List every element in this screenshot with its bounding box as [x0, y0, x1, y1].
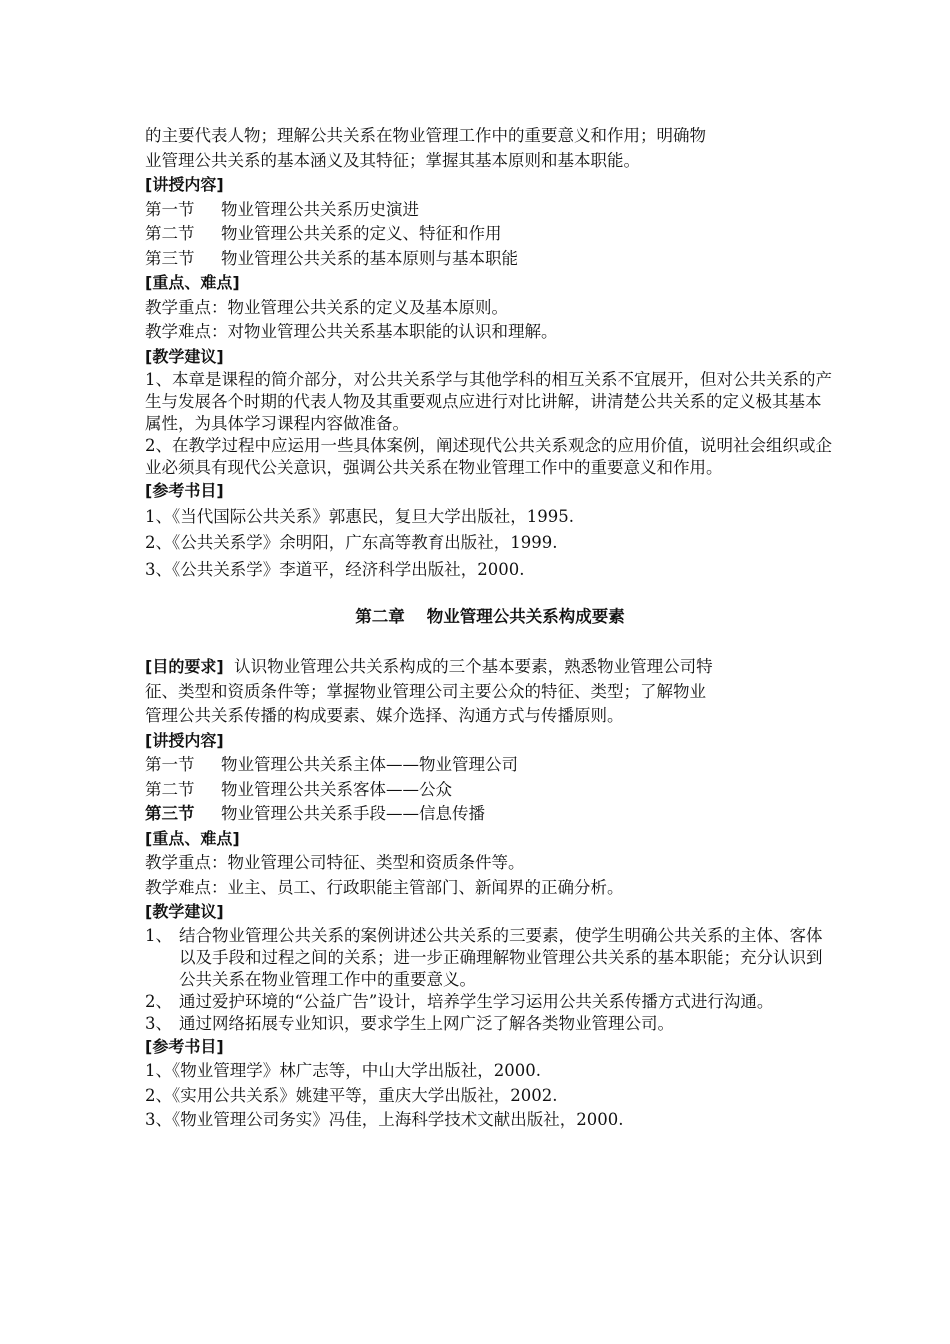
chapter-2-title — [145, 605, 835, 629]
section-title: 物业管理公共关系主体——物业管理公司 — [221, 755, 518, 774]
document-body — [145, 124, 835, 1133]
ch2-advice-1 — [145, 925, 835, 991]
ch2-difficult-point: 教学难点：业主、员工、行政职能主管部门、新闻界的正确分析。 — [145, 877, 624, 897]
ch2-books-heading: [参考书目] — [145, 1036, 224, 1056]
section-number: 第三节 — [145, 248, 195, 268]
ch1-advice-2: 2、在教学过程中应运用一些具体案例，阐述现代公共关系观念的应用价值，说明社会组织或企业必须具有现代公关意识，强调公共关系在物业管理工作中的重要意义和作用。 — [145, 436, 832, 477]
ch2-section-3 — [145, 802, 835, 827]
list-number: 1、 — [145, 925, 172, 945]
ch2-goal-heading: [目的要求] — [145, 657, 224, 676]
ch2-section-1 — [145, 753, 835, 778]
ch2-key-point: 教学重点：物业管理公司特征、类型和资质条件等。 — [145, 853, 525, 872]
ch2-goal-line-3: 管理公共关系传播的构成要素、媒介选择、沟通方式与传播原则。 — [145, 706, 624, 725]
section-number: 第二节 — [145, 224, 195, 243]
ch1-intro-line-2: 业管理公共关系的基本涵义及其特征；掌握其基本原则和基本职能。 — [145, 150, 640, 170]
list-text: 结合物业管理公共关系的案例讲述公共关系的三要素，使学生明确公共关系的主体、客体以及手段和过程之间的关系；进一步正确理解物业管理公共关系的基本职能；充分认识到公共关系在物业管理工作中的重要意义。 — [179, 925, 823, 989]
section-number: 第一节 — [145, 755, 195, 774]
section-number: 第三节 — [145, 804, 195, 823]
ch1-difficult-point: 教学难点：对物业管理公共关系基本职能的认识和理解。 — [145, 322, 558, 341]
ch2-advice-heading: [教学建议] — [145, 902, 224, 921]
section-title: 物业管理公共关系的定义、特征和作用 — [221, 224, 502, 243]
ch1-section-2 — [145, 222, 835, 247]
ch2-goal-line-1 — [145, 655, 835, 680]
ch1-book-3: 3、《公共关系学》李道平，经济科学出版社，2000. — [145, 559, 525, 579]
ch1-book-2: 2、《公共关系学》余明阳，广东高等教育出版社，1999. — [145, 533, 558, 552]
ch2-advice-3 — [145, 1013, 835, 1035]
chapter-number: 第二章 — [355, 607, 405, 626]
ch2-book-3: 3、《物业管理公司务实》冯佳，上海科学技术文献出版社，2000. — [145, 1110, 624, 1129]
section-title: 物业管理公共关系客体——公众 — [221, 779, 452, 799]
ch2-book-2: 2、《实用公共关系》姚建平等，重庆大学出版社，2002. — [145, 1085, 558, 1105]
section-title: 物业管理公共关系手段——信息传播 — [221, 804, 485, 823]
list-number: 2、 — [145, 991, 172, 1011]
ch1-advice-heading: [教学建议] — [145, 346, 224, 366]
ch1-advice-1: 1、本章是课程的简介部分，对公共关系学与其他学科的相互关系不宜展开，但对公共关系的产生与发展各个时期的代表人物及其重要观点应进行对比讲解，讲清楚公共关系的定义极其基本属性，为具体学习课程内容做准备。 — [145, 370, 832, 433]
ch2-book-1: 1、《物业管理学》林广志等，中山大学出版社，2000. — [145, 1061, 541, 1080]
chapter-title-text: 物业管理公共关系构成要素 — [426, 607, 625, 626]
section-title: 物业管理公共关系历史演进 — [221, 199, 419, 219]
ch1-section-1 — [145, 198, 835, 223]
ch1-lecture-heading: [讲授内容] — [145, 175, 224, 194]
list-number: 3、 — [145, 1013, 172, 1033]
section-title: 物业管理公共关系的基本原则与基本职能 — [221, 248, 518, 268]
ch2-section-2 — [145, 778, 835, 803]
ch1-key-heading: [重点、难点] — [145, 273, 240, 292]
section-number: 第一节 — [145, 199, 195, 219]
ch2-lecture-heading: [讲授内容] — [145, 730, 224, 750]
section-number: 第二节 — [145, 779, 195, 799]
ch1-intro-line-1: 的主要代表人物；理解公共关系在物业管理工作中的重要意义和作用；明确物 — [145, 126, 706, 145]
ch2-key-heading: [重点、难点] — [145, 828, 240, 848]
ch1-section-3 — [145, 247, 835, 272]
ch1-book-1: 1、《当代国际公共关系》郭惠民，复旦大学出版社，1995. — [145, 506, 574, 526]
ch1-books-heading: [参考书目] — [145, 481, 224, 500]
ch2-goal-line-2: 征、类型和资质条件等；掌握物业管理公司主要公众的特征、类型；了解物业 — [145, 681, 706, 701]
list-text: 通过网络拓展专业知识，要求学生上网广泛了解各类物业管理公司。 — [179, 1013, 674, 1033]
list-text: 通过爱护环境的“公益广告”设计，培养学生学习运用公共关系传播方式进行沟通。 — [179, 991, 774, 1011]
ch2-advice-2 — [145, 991, 835, 1013]
ch1-key-point: 教学重点：物业管理公共关系的定义及基本原则。 — [145, 297, 508, 317]
ch2-goal-text-1: 认识物业管理公共关系构成的三个基本要素，熟悉物业管理公司特 — [234, 657, 713, 676]
